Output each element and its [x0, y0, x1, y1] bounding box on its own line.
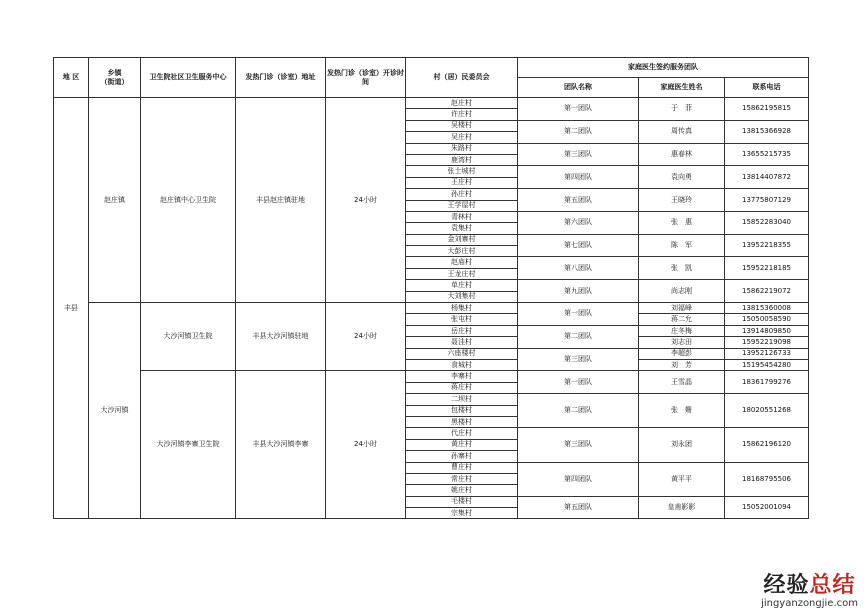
hospital-cell: 大沙河镇卫生院: [141, 303, 236, 371]
phone-cell: 15952219098: [725, 337, 809, 348]
village-cell: 孙庄村: [406, 189, 518, 200]
hospital-cell: 赵庄镇中心卫生院: [141, 98, 236, 303]
team-name-cell: 第一团队: [518, 98, 639, 121]
village-cell: 六座楼村: [406, 348, 518, 359]
phone-cell: 18361799276: [725, 371, 809, 394]
watermark-text-highlight: 总结: [809, 573, 856, 598]
team-name-cell: 第二团队: [518, 394, 639, 428]
team-name-cell: 第五团队: [518, 496, 639, 519]
clinic-hours-cell: 24小时: [326, 303, 406, 371]
table-row: [54, 371, 809, 382]
doctor-name-cell: 王晓玲: [639, 189, 725, 212]
village-cell: 金刘寨村: [406, 234, 518, 245]
village-cell: 鹿湾村: [406, 154, 518, 165]
village-cell: 二坝村: [406, 394, 518, 405]
town-cell: 赵庄镇: [89, 98, 141, 303]
phone-cell: 15050058590: [725, 314, 809, 325]
village-cell: 王庄村: [406, 177, 518, 188]
table-body: [54, 98, 809, 519]
phone-cell: 18168795506: [725, 462, 809, 496]
header-hospital: 卫生院社区卫生服务中心: [141, 58, 236, 98]
phone-cell: 13952126733: [725, 348, 809, 359]
village-cell: 许庄村: [406, 109, 518, 120]
table-row: [54, 303, 809, 314]
village-cell: 张土城村: [406, 166, 518, 177]
doctor-name-cell: 于 菲: [639, 98, 725, 121]
phone-cell: 13952218355: [725, 234, 809, 257]
header-phone: 联系电话: [725, 78, 809, 98]
phone-cell: 15862196120: [725, 428, 809, 462]
doctor-name-cell: 刘志田: [639, 337, 725, 348]
clinic-address-cell: 丰县赵庄镇驻地: [236, 98, 326, 303]
village-cell: 王龙庄村: [406, 268, 518, 279]
team-name-cell: 第九团队: [518, 280, 639, 303]
header-clinic-address: 发热门诊（诊室）地址: [236, 58, 326, 98]
phone-cell: 13655215735: [725, 143, 809, 166]
phone-cell: 13914809850: [725, 325, 809, 336]
village-cell: 曹庄村: [406, 462, 518, 473]
phone-cell: 13775807129: [725, 189, 809, 212]
header-town: [89, 58, 141, 98]
header-team-group: 家庭医生签约服务团队: [518, 58, 809, 78]
region-cell: 丰县: [54, 98, 89, 519]
phone-cell: 15052001094: [725, 496, 809, 519]
village-cell: 宗集村: [406, 508, 518, 519]
village-cell: 朱路村: [406, 143, 518, 154]
doctor-name-cell: 刘永团: [639, 428, 725, 462]
team-name-cell: 第一团队: [518, 371, 639, 394]
village-cell: 杨集村: [406, 303, 518, 314]
header-team-name: 团队名称: [518, 78, 639, 98]
village-cell: 毛楼村: [406, 496, 518, 507]
doctor-name-cell: 袁向勇: [639, 166, 725, 189]
village-cell: 聂洼村: [406, 337, 518, 348]
village-cell: 包楼村: [406, 405, 518, 416]
doctor-name-cell: 陈 军: [639, 234, 725, 257]
doctor-name-cell: 刘 芳: [639, 359, 725, 370]
village-cell: 张屯村: [406, 314, 518, 325]
village-cell: 单庄村: [406, 280, 518, 291]
phone-cell: 15862219072: [725, 280, 809, 303]
village-cell: 王学屋村: [406, 200, 518, 211]
phone-cell: 15862195815: [725, 98, 809, 121]
doctor-name-cell: 黄平平: [639, 462, 725, 496]
team-name-cell: 第四团队: [518, 166, 639, 189]
clinic-hours-cell: 24小时: [326, 371, 406, 519]
village-cell: 食城村: [406, 359, 518, 370]
team-name-cell: 第二团队: [518, 120, 639, 143]
doctor-name-cell: 张 惠: [639, 211, 725, 234]
doctor-name-cell: 刘福峰: [639, 303, 725, 314]
team-name-cell: 第二团队: [518, 325, 639, 348]
village-cell: 赵庄村: [406, 98, 518, 109]
header-clinic-hours: 发热门诊（诊室）开诊时间: [326, 58, 406, 98]
hospital-cell: 大沙河镇李寨卫生院: [141, 371, 236, 519]
doctor-name-cell: 王雪晶: [639, 371, 725, 394]
watermark-text-plain: 经验: [763, 573, 810, 598]
clinic-address-cell: 丰县大沙河镇李寨: [236, 371, 326, 519]
team-name-cell: 第四团队: [518, 462, 639, 496]
team-name-cell: 第五团队: [518, 189, 639, 212]
team-name-cell: 第三团队: [518, 428, 639, 462]
doctor-name-cell: 皇甫影影: [639, 496, 725, 519]
team-name-cell: 第三团队: [518, 348, 639, 371]
header-region: 地 区: [54, 58, 89, 98]
phone-cell: 18020551268: [725, 394, 809, 428]
village-cell: 姚庄村: [406, 485, 518, 496]
team-name-cell: 第七团队: [518, 234, 639, 257]
village-cell: 李寨村: [406, 371, 518, 382]
header-town-text: 乡镇 （街道）: [100, 68, 129, 86]
team-name-cell: 第一团队: [518, 303, 639, 326]
doctor-name-cell: 庄冬梅: [639, 325, 725, 336]
header-doctor-name: 家庭医生姓名: [639, 78, 725, 98]
watermark-url: jingyanzongjie.com: [761, 598, 858, 609]
village-cell: 孙寨村: [406, 451, 518, 462]
doctor-name-cell: 蒋二允: [639, 314, 725, 325]
village-cell: 青林村: [406, 211, 518, 222]
doctor-name-cell: 张 姗: [639, 394, 725, 428]
watermark-logo: [761, 574, 858, 598]
table-row: [54, 98, 809, 109]
service-table: [53, 57, 809, 519]
team-name-cell: 第八团队: [518, 257, 639, 280]
village-cell: 代庄村: [406, 428, 518, 439]
clinic-hours-cell: 24小时: [326, 98, 406, 303]
village-cell: 吴楼村: [406, 120, 518, 131]
village-cell: 黑楼村: [406, 416, 518, 427]
doctor-name-cell: 李超彭: [639, 348, 725, 359]
phone-cell: 15195454280: [725, 359, 809, 370]
village-cell: 大刘集村: [406, 291, 518, 302]
village-cell: 常庄村: [406, 473, 518, 484]
village-cell: 赵庙村: [406, 257, 518, 268]
phone-cell: 13815360008: [725, 303, 809, 314]
town-cell: 大沙河镇: [89, 303, 141, 519]
village-cell: 岳庄村: [406, 325, 518, 336]
phone-cell: 13814407872: [725, 166, 809, 189]
village-cell: 大彭庄村: [406, 246, 518, 257]
clinic-address-cell: 丰县大沙河镇驻地: [236, 303, 326, 371]
village-cell: 蒋庄村: [406, 382, 518, 393]
doctor-name-cell: 惠春林: [639, 143, 725, 166]
village-cell: 袁集村: [406, 223, 518, 234]
phone-cell: 15952218185: [725, 257, 809, 280]
village-cell: 吴庄村: [406, 132, 518, 143]
doctor-name-cell: 尚志刚: [639, 280, 725, 303]
team-name-cell: 第三团队: [518, 143, 639, 166]
phone-cell: 13815366928: [725, 120, 809, 143]
village-cell: 黄庄村: [406, 439, 518, 450]
phone-cell: 15852283040: [725, 211, 809, 234]
watermark: [761, 574, 858, 609]
doctor-name-cell: 周传真: [639, 120, 725, 143]
doctor-name-cell: 张 凯: [639, 257, 725, 280]
team-name-cell: 第六团队: [518, 211, 639, 234]
header-village: 村（居）民委员会: [406, 58, 518, 98]
